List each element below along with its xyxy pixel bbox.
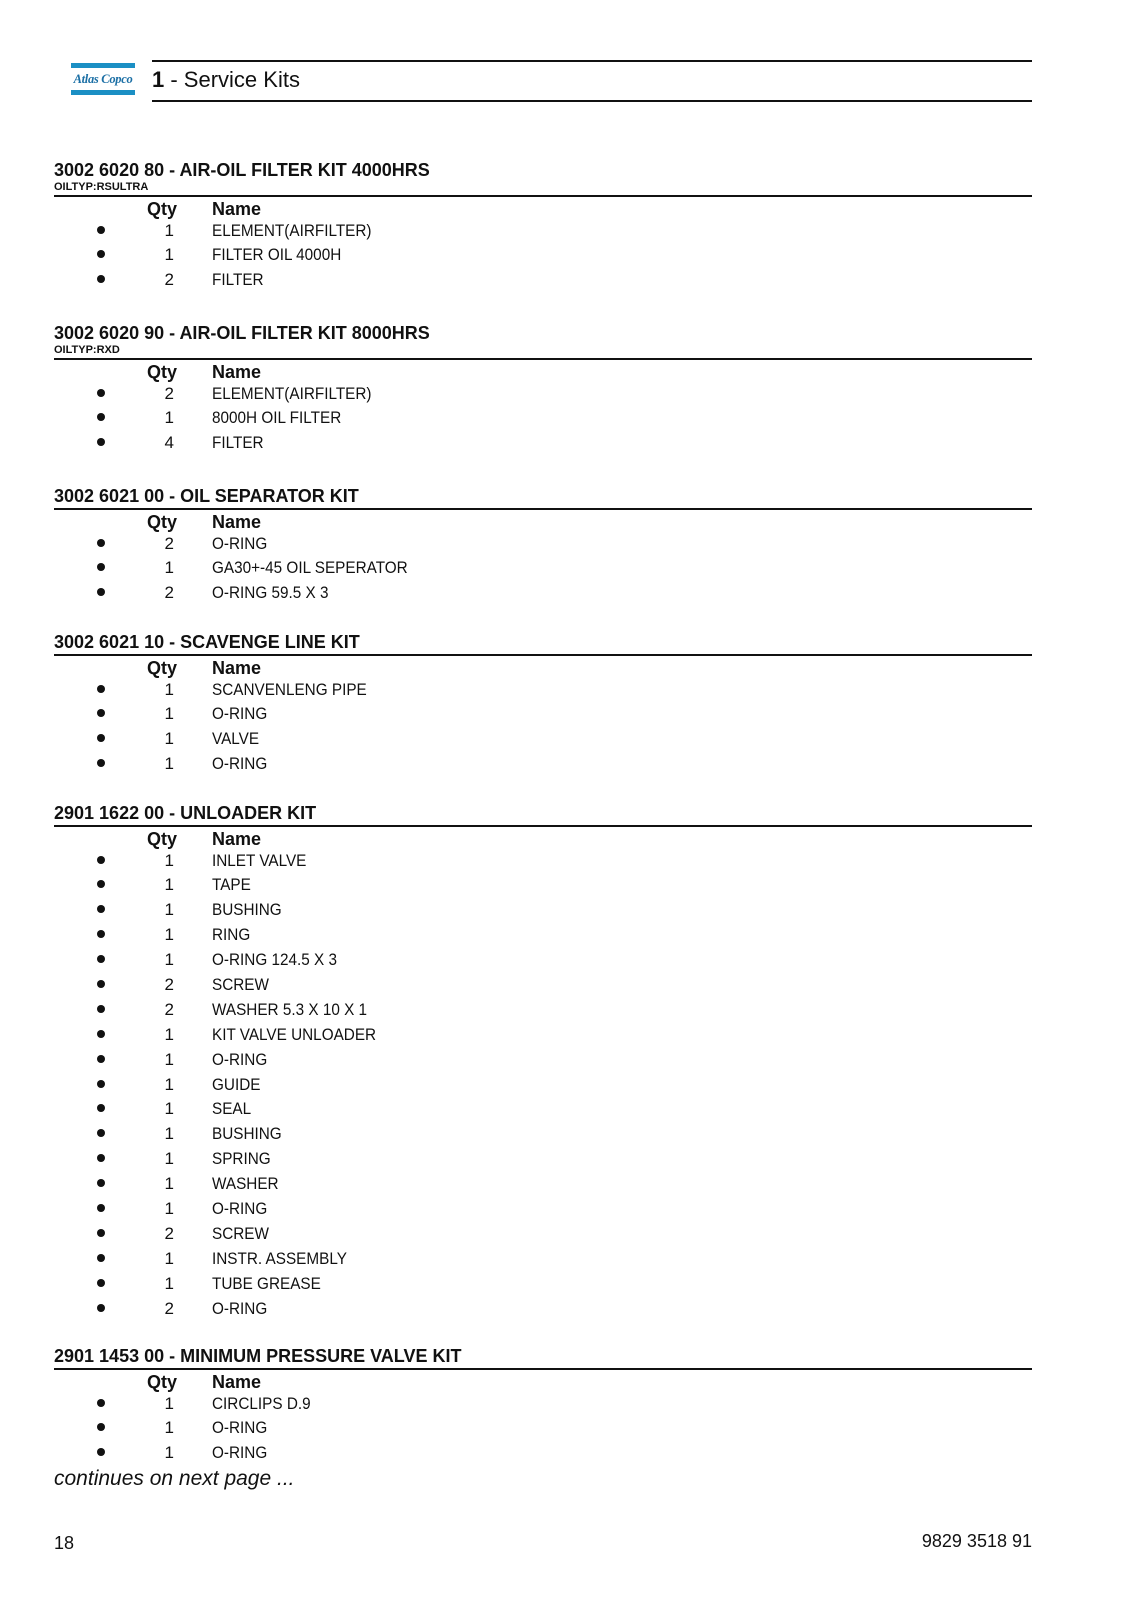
kit-title: 3002 6021 00 - OIL SEPARATOR KIT	[54, 486, 359, 506]
list-item	[54, 533, 1032, 558]
logo-bar-bottom	[71, 90, 135, 95]
item-qty: 1	[164, 1124, 174, 1144]
list-item	[54, 1098, 1032, 1123]
kit-title: 2901 1453 00 - MINIMUM PRESSURE VALVE KIT	[54, 1346, 462, 1366]
kit-title: 3002 6021 10 - SCAVENGE LINE KIT	[54, 632, 360, 652]
kit-subtitle: OILTYP:RSULTRA	[54, 181, 149, 193]
bullet-icon	[97, 588, 105, 596]
item-qty: 1	[164, 1049, 174, 1069]
item-name: O-RING	[212, 704, 268, 724]
qty-header: Qty	[147, 828, 178, 849]
logo-text: Atlas Copco	[73, 72, 133, 86]
list-item	[54, 1173, 1032, 1198]
item-qty: 1	[164, 1198, 174, 1218]
bullet-icon	[97, 1154, 105, 1162]
item-name: ELEMENT(AIRFILTER)	[212, 383, 372, 403]
kit-column-header	[54, 827, 1032, 850]
header-rule-bottom	[152, 100, 1032, 102]
name-header: Name	[212, 361, 262, 382]
bullet-icon	[97, 226, 105, 234]
bullet-icon	[97, 438, 105, 446]
item-qty: 1	[164, 1418, 174, 1438]
name-header: Name	[212, 198, 262, 219]
kit-items	[54, 533, 1032, 608]
item-qty: 1	[164, 220, 174, 240]
item-name: KIT VALVE UNLOADER	[212, 1024, 377, 1044]
qty-header: Qty	[147, 657, 178, 678]
bullet-icon	[97, 734, 105, 742]
kit-section	[54, 803, 1032, 1322]
item-name: O-RING	[212, 1049, 268, 1069]
kit-title: 2901 1622 00 - UNLOADER KIT	[54, 803, 317, 823]
list-item	[54, 557, 1032, 582]
list-item	[54, 1148, 1032, 1173]
bullet-icon	[97, 1204, 105, 1212]
item-qty: 1	[164, 1024, 174, 1044]
item-name: O-RING 59.5 X 3	[212, 583, 329, 603]
bullet-icon	[97, 1304, 105, 1312]
item-qty: 1	[164, 679, 174, 699]
bullet-icon	[97, 1229, 105, 1237]
bullet-icon	[97, 1179, 105, 1187]
list-item	[54, 1198, 1032, 1223]
item-qty: 1	[164, 754, 174, 774]
item-qty: 2	[164, 270, 174, 290]
kit-items	[54, 383, 1032, 458]
item-name: CIRCLIPS D.9	[212, 1393, 311, 1413]
item-qty: 4	[164, 433, 174, 453]
kit-subtitle: OILTYP:RXD	[54, 344, 120, 356]
bullet-icon	[97, 930, 105, 938]
list-item	[54, 753, 1032, 778]
continues-note: continues on next page ...	[54, 1467, 295, 1490]
list-item	[54, 432, 1032, 457]
item-name: BUSHING	[212, 900, 282, 920]
item-qty: 2	[164, 383, 174, 403]
item-name: SCREW	[212, 1223, 269, 1243]
atlas-copco-logo	[71, 63, 135, 95]
bullet-icon	[97, 563, 105, 571]
item-name: FILTER	[212, 270, 264, 290]
name-header: Name	[212, 828, 262, 849]
item-name: INSTR. ASSEMBLY	[212, 1248, 347, 1268]
item-name: VALVE	[212, 729, 260, 749]
kit-title: 3002 6020 80 - AIR-OIL FILTER KIT 4000HRS	[54, 160, 430, 180]
name-header: Name	[212, 511, 262, 532]
item-name: O-RING	[212, 533, 268, 553]
bullet-icon	[97, 1080, 105, 1088]
list-item	[54, 999, 1032, 1024]
kit-column-header	[54, 510, 1032, 533]
kit-column-header	[54, 197, 1032, 220]
item-name: SPRING	[212, 1149, 271, 1169]
item-name: WASHER	[212, 1174, 279, 1194]
bullet-icon	[97, 880, 105, 888]
list-item	[54, 1298, 1032, 1323]
item-name: O-RING	[212, 754, 268, 774]
bullet-icon	[97, 905, 105, 913]
bullet-icon	[97, 275, 105, 283]
list-item	[54, 1417, 1032, 1442]
item-name: GUIDE	[212, 1074, 261, 1094]
list-item	[54, 850, 1032, 875]
item-qty: 1	[164, 875, 174, 895]
item-qty: 1	[164, 1273, 174, 1293]
bullet-icon	[97, 980, 105, 988]
list-item	[54, 1273, 1032, 1298]
item-qty: 2	[164, 1223, 174, 1243]
list-item	[54, 1248, 1032, 1273]
item-name: INLET VALVE	[212, 850, 307, 870]
name-header: Name	[212, 1371, 262, 1392]
kit-section	[54, 632, 1032, 778]
item-name: O-RING	[212, 1198, 268, 1218]
item-qty: 1	[164, 245, 174, 265]
bullet-icon	[97, 1055, 105, 1063]
item-name: O-RING	[212, 1418, 268, 1438]
item-qty: 1	[164, 1149, 174, 1169]
list-item	[54, 407, 1032, 432]
item-name: FILTER OIL 4000H	[212, 245, 342, 265]
bullet-icon	[97, 1104, 105, 1112]
bullet-icon	[97, 759, 105, 767]
item-qty: 2	[164, 974, 174, 994]
item-name: TUBE GREASE	[212, 1273, 321, 1293]
item-qty: 2	[164, 533, 174, 553]
item-qty: 1	[164, 950, 174, 970]
item-qty: 1	[164, 1099, 174, 1119]
kit-items	[54, 1393, 1032, 1468]
list-item	[54, 949, 1032, 974]
bullet-icon	[97, 1279, 105, 1287]
bullet-icon	[97, 709, 105, 717]
list-item	[54, 924, 1032, 949]
bullet-icon	[97, 1423, 105, 1431]
kit-section	[54, 1346, 1032, 1467]
item-qty: 1	[164, 408, 174, 428]
item-name: BUSHING	[212, 1124, 282, 1144]
qty-header: Qty	[147, 1371, 178, 1392]
kit-section	[54, 323, 1032, 457]
list-item	[54, 1393, 1032, 1418]
list-item	[54, 1442, 1032, 1467]
item-qty: 1	[164, 850, 174, 870]
list-item	[54, 1223, 1032, 1248]
qty-header: Qty	[147, 361, 178, 382]
kit-title: 3002 6020 90 - AIR-OIL FILTER KIT 8000HRS	[54, 323, 430, 343]
item-name: RING	[212, 925, 251, 945]
item-name: O-RING	[212, 1443, 268, 1463]
kit-items	[54, 679, 1032, 779]
bullet-icon	[97, 539, 105, 547]
list-item	[54, 1049, 1032, 1074]
qty-header: Qty	[147, 511, 178, 532]
bullet-icon	[97, 1129, 105, 1137]
item-name: GA30+-45 OIL SEPERATOR	[212, 558, 408, 578]
kit-column-header	[54, 360, 1032, 383]
bullet-icon	[97, 955, 105, 963]
item-qty: 1	[164, 729, 174, 749]
item-qty: 1	[164, 1074, 174, 1094]
section-title: - Service Kits	[164, 67, 300, 92]
item-name: SCREW	[212, 974, 269, 994]
list-item	[54, 582, 1032, 607]
bullet-icon	[97, 1448, 105, 1456]
bullet-icon	[97, 250, 105, 258]
item-qty: 1	[164, 925, 174, 945]
item-qty: 1	[164, 1248, 174, 1268]
kit-section	[54, 160, 1032, 294]
bullet-icon	[97, 685, 105, 693]
item-name: FILTER	[212, 433, 264, 453]
name-header: Name	[212, 657, 262, 678]
bullet-icon	[97, 1254, 105, 1262]
list-item	[54, 220, 1032, 245]
kit-section	[54, 486, 1032, 607]
bullet-icon	[97, 1030, 105, 1038]
item-qty: 2	[164, 1298, 174, 1318]
list-item	[54, 874, 1032, 899]
item-name: O-RING	[212, 1298, 268, 1318]
list-item	[54, 383, 1032, 408]
item-qty: 1	[164, 558, 174, 578]
item-name: TAPE	[212, 875, 251, 895]
document-number: 9829 3518 91	[921, 1531, 1032, 1551]
item-qty: 1	[164, 1443, 174, 1463]
qty-header: Qty	[147, 198, 178, 219]
list-item	[54, 269, 1032, 294]
list-item	[54, 1024, 1032, 1049]
kit-column-header	[54, 656, 1032, 679]
list-item	[54, 1074, 1032, 1099]
bullet-icon	[97, 389, 105, 397]
bullet-icon	[97, 856, 105, 864]
item-name: SEAL	[212, 1099, 252, 1119]
section-number: 1	[152, 67, 165, 92]
kit-items	[54, 850, 1032, 1323]
item-name: WASHER 5.3 X 10 X 1	[212, 999, 368, 1019]
item-qty: 1	[164, 900, 174, 920]
item-qty: 1	[164, 704, 174, 724]
header-rule-top	[152, 60, 1032, 62]
bullet-icon	[97, 1399, 105, 1407]
list-item	[54, 679, 1032, 704]
item-qty: 1	[164, 1174, 174, 1194]
list-item	[54, 728, 1032, 753]
item-name: 8000H OIL FILTER	[212, 408, 342, 428]
kit-items	[54, 220, 1032, 295]
item-name: O-RING 124.5 X 3	[212, 950, 338, 970]
item-qty: 1	[164, 1393, 174, 1413]
list-item	[54, 244, 1032, 269]
list-item	[54, 899, 1032, 924]
item-name: ELEMENT(AIRFILTER)	[212, 220, 372, 240]
logo-bar-top	[71, 63, 135, 68]
bullet-icon	[97, 413, 105, 421]
list-item	[54, 703, 1032, 728]
page-title	[152, 67, 300, 93]
item-name: SCANVENLENG PIPE	[212, 679, 367, 699]
item-qty: 2	[164, 583, 174, 603]
item-qty: 2	[164, 999, 174, 1019]
list-item	[54, 974, 1032, 999]
page-number: 18	[54, 1533, 75, 1553]
kit-column-header	[54, 1370, 1032, 1393]
list-item	[54, 1123, 1032, 1148]
bullet-icon	[97, 1005, 105, 1013]
